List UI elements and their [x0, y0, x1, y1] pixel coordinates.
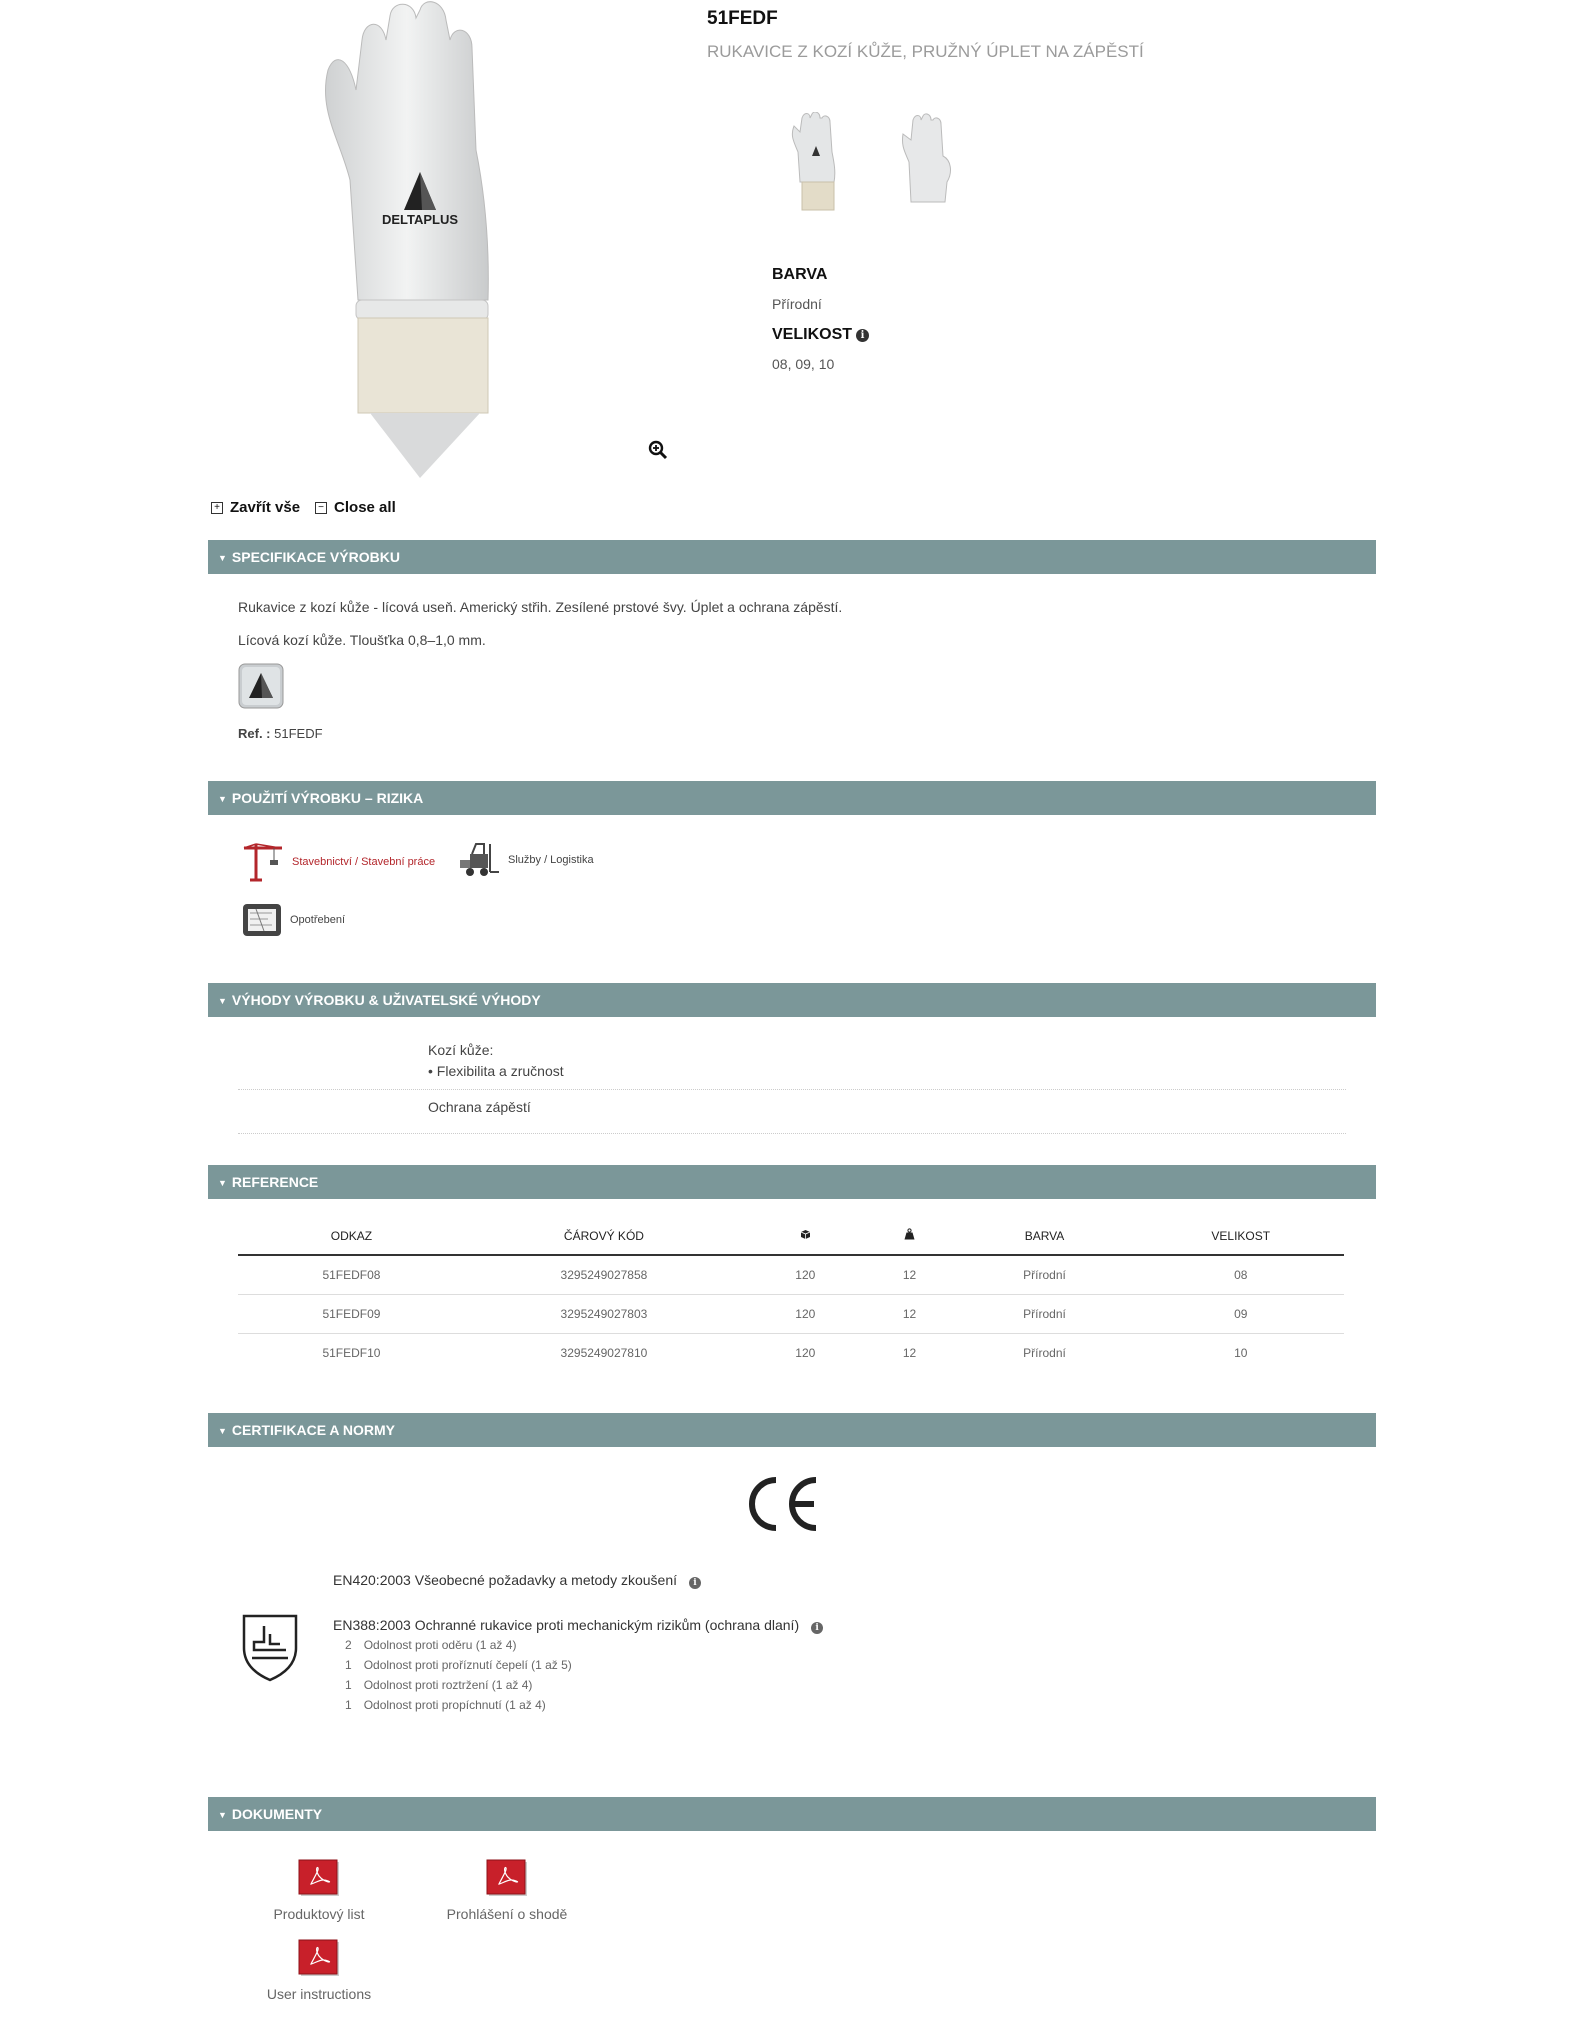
document-label: Prohlášení o shodě	[446, 1906, 568, 1922]
brand-logo: DELTAPLUS	[381, 212, 459, 227]
cell-reference: 51FEDF10	[322, 1346, 381, 1360]
pdf-icon	[297, 1858, 341, 1898]
cell-box-qty: 120	[743, 1255, 868, 1295]
norm-level-row	[345, 1658, 572, 1672]
product-subtitle: RUKAVICE Z KOZÍ KŮŽE, PRUŽNÝ ÚPLET NA ZÁPĚSTÍ	[707, 42, 1144, 61]
weight-icon	[904, 1228, 915, 1240]
cell-box-qty: 120	[795, 1346, 816, 1360]
ref-label: Ref. :	[238, 726, 271, 741]
thumbnail-back[interactable]	[897, 112, 957, 214]
benefit-heading: Kozí kůže:	[428, 1042, 494, 1058]
size-label-row	[772, 326, 869, 344]
cell-color: Přírodní	[951, 1255, 1137, 1295]
table-row	[238, 1255, 1344, 1295]
ref-line	[238, 726, 323, 741]
reference-table	[238, 1217, 1344, 1372]
size-value: 08, 09, 10	[772, 356, 835, 372]
deltaplus-logo-icon	[238, 663, 284, 709]
section-header-reference[interactable]	[208, 1165, 1376, 1199]
cell-reference: 51FEDF09	[238, 1295, 465, 1334]
norm-en388	[333, 1617, 823, 1634]
cell-pack-qty: 12	[868, 1255, 952, 1295]
norm-level-row	[345, 1678, 532, 1692]
benefit-row	[238, 1040, 1346, 1090]
caret-down-icon: ▼	[218, 1810, 227, 1820]
level-label: Odolnost proti roztržení (1 až 4)	[363, 1678, 533, 1692]
spec-line-1: Rukavice z kozí kůže - lícová useň. Americký střih. Zesílené prstové švy. Úplet a ochrana zápěstí.	[238, 599, 843, 615]
usage-label: Služby / Logistika	[508, 854, 594, 866]
caret-down-icon: ▼	[218, 996, 227, 1006]
box-icon	[800, 1229, 811, 1240]
cell-color: Přírodní	[1023, 1346, 1066, 1360]
table-row	[238, 1334, 1344, 1373]
level-label: Odolnost proti oděru (1 až 4)	[363, 1638, 517, 1652]
col-header-color: BARVA	[951, 1217, 1137, 1255]
usage-item-construction[interactable]	[240, 842, 435, 882]
abrasion-icon	[242, 903, 282, 937]
cell-barcode: 3295249027858	[465, 1255, 743, 1295]
cell-size: 08	[1138, 1255, 1345, 1295]
section-header-certifications[interactable]	[208, 1413, 1376, 1447]
benefit-row	[238, 1094, 1346, 1134]
level-value: 2	[345, 1638, 352, 1652]
table-row	[238, 1295, 1344, 1334]
product-title: 51FEDF	[707, 8, 778, 29]
col-header-barcode: ČÁROVÝ KÓD	[465, 1217, 743, 1255]
benefit-bullet: • Flexibilita a zručnost	[428, 1063, 564, 1079]
ce-mark-icon	[744, 1474, 820, 1534]
norm-level-row	[345, 1698, 546, 1712]
info-icon[interactable]: i	[811, 1622, 823, 1634]
norm-text: EN388:2003 Ochranné rukavice proti mechanickým rizikům (ochrana dlaní)	[333, 1617, 800, 1633]
section-title: SPECIFIKACE VÝROBKU	[231, 549, 400, 565]
section-title: VÝHODY VÝROBKU & UŽIVATELSKÉ VÝHODY	[231, 992, 541, 1008]
usage-item-logistics[interactable]	[458, 842, 594, 878]
color-label: BARVA	[772, 266, 828, 283]
col-header-weight	[868, 1217, 952, 1255]
cell-barcode: 3295249027810	[560, 1346, 648, 1360]
norm-text: EN420:2003 Všeobecné požadavky a metody zkoušení	[333, 1572, 678, 1588]
col-header-size: VELIKOST	[1138, 1217, 1345, 1255]
close-all-link[interactable]: Close all	[334, 499, 396, 516]
mechanical-risk-shield-icon	[240, 1612, 300, 1682]
color-value: Přírodní	[772, 296, 822, 312]
cell-reference: 51FEDF08	[238, 1255, 465, 1295]
usage-label: Stavebnictví / Stavební práce	[292, 856, 436, 868]
cell-color: Přírodní	[951, 1295, 1137, 1334]
forklift-icon	[458, 842, 500, 878]
level-value: 1	[345, 1678, 352, 1692]
minus-square-icon[interactable]: −	[315, 502, 327, 514]
document-label: Produktový list	[273, 1906, 365, 1922]
crane-icon	[240, 842, 284, 882]
cell-barcode: 3295249027803	[465, 1295, 743, 1334]
level-value: 1	[345, 1658, 352, 1672]
cell-size: 09	[1138, 1295, 1345, 1334]
section-header-documents[interactable]	[208, 1797, 1376, 1831]
usage-item-abrasion[interactable]	[242, 903, 345, 937]
document-link[interactable]	[249, 1938, 389, 2002]
level-label: Odolnost proti propíchnutí (1 až 4)	[363, 1698, 546, 1712]
norm-level-row	[345, 1638, 516, 1652]
product-main-image[interactable]	[310, 0, 570, 480]
level-label: Odolnost proti proříznutí čepelí (1 až 5)	[363, 1658, 572, 1672]
caret-down-icon: ▼	[218, 1426, 227, 1436]
document-link[interactable]	[437, 1858, 577, 1922]
table-header-row	[238, 1217, 1344, 1255]
section-title: DOKUMENTY	[231, 1806, 323, 1822]
pdf-icon	[297, 1938, 341, 1978]
benefit-text: Ochrana zápěstí	[428, 1099, 531, 1115]
document-label: User instructions	[266, 1986, 372, 2002]
toggle-row	[211, 499, 396, 516]
col-header-box	[743, 1217, 868, 1255]
info-icon[interactable]: i	[856, 329, 869, 342]
thumbnail-front[interactable]	[788, 112, 848, 214]
spec-line-2: Lícová kozí kůže. Tloušťka 0,8–1,0 mm.	[238, 632, 486, 648]
level-value: 1	[345, 1698, 352, 1712]
size-label: VELIKOST	[772, 326, 853, 343]
section-header-usage[interactable]	[208, 781, 1376, 815]
section-header-spec[interactable]	[208, 540, 1376, 574]
plus-square-icon[interactable]: +	[211, 502, 223, 514]
section-title: CERTIFIKACE A NORMY	[231, 1422, 395, 1438]
open-all-link[interactable]: Zavřít vše	[230, 499, 301, 516]
col-header-reference: ODKAZ	[238, 1217, 465, 1255]
info-icon[interactable]: i	[689, 1577, 701, 1589]
caret-down-icon: ▼	[218, 1178, 227, 1188]
document-link[interactable]	[249, 1858, 389, 1922]
section-title: POUŽITÍ VÝROBKU – RIZIKA	[231, 790, 424, 806]
zoom-in-icon[interactable]	[648, 440, 668, 460]
norm-en420	[333, 1572, 701, 1589]
section-header-benefits[interactable]	[208, 983, 1376, 1017]
cell-pack-qty: 12	[868, 1295, 952, 1334]
pdf-icon	[485, 1858, 529, 1898]
ref-value: 51FEDF	[274, 726, 323, 741]
cell-box-qty: 120	[743, 1295, 868, 1334]
section-title: REFERENCE	[231, 1174, 319, 1190]
cell-pack-qty: 12	[902, 1346, 917, 1360]
cell-size: 10	[1234, 1346, 1248, 1360]
caret-down-icon: ▼	[218, 794, 227, 804]
caret-down-icon: ▼	[218, 553, 227, 563]
usage-label: Opotřebení	[290, 914, 346, 926]
